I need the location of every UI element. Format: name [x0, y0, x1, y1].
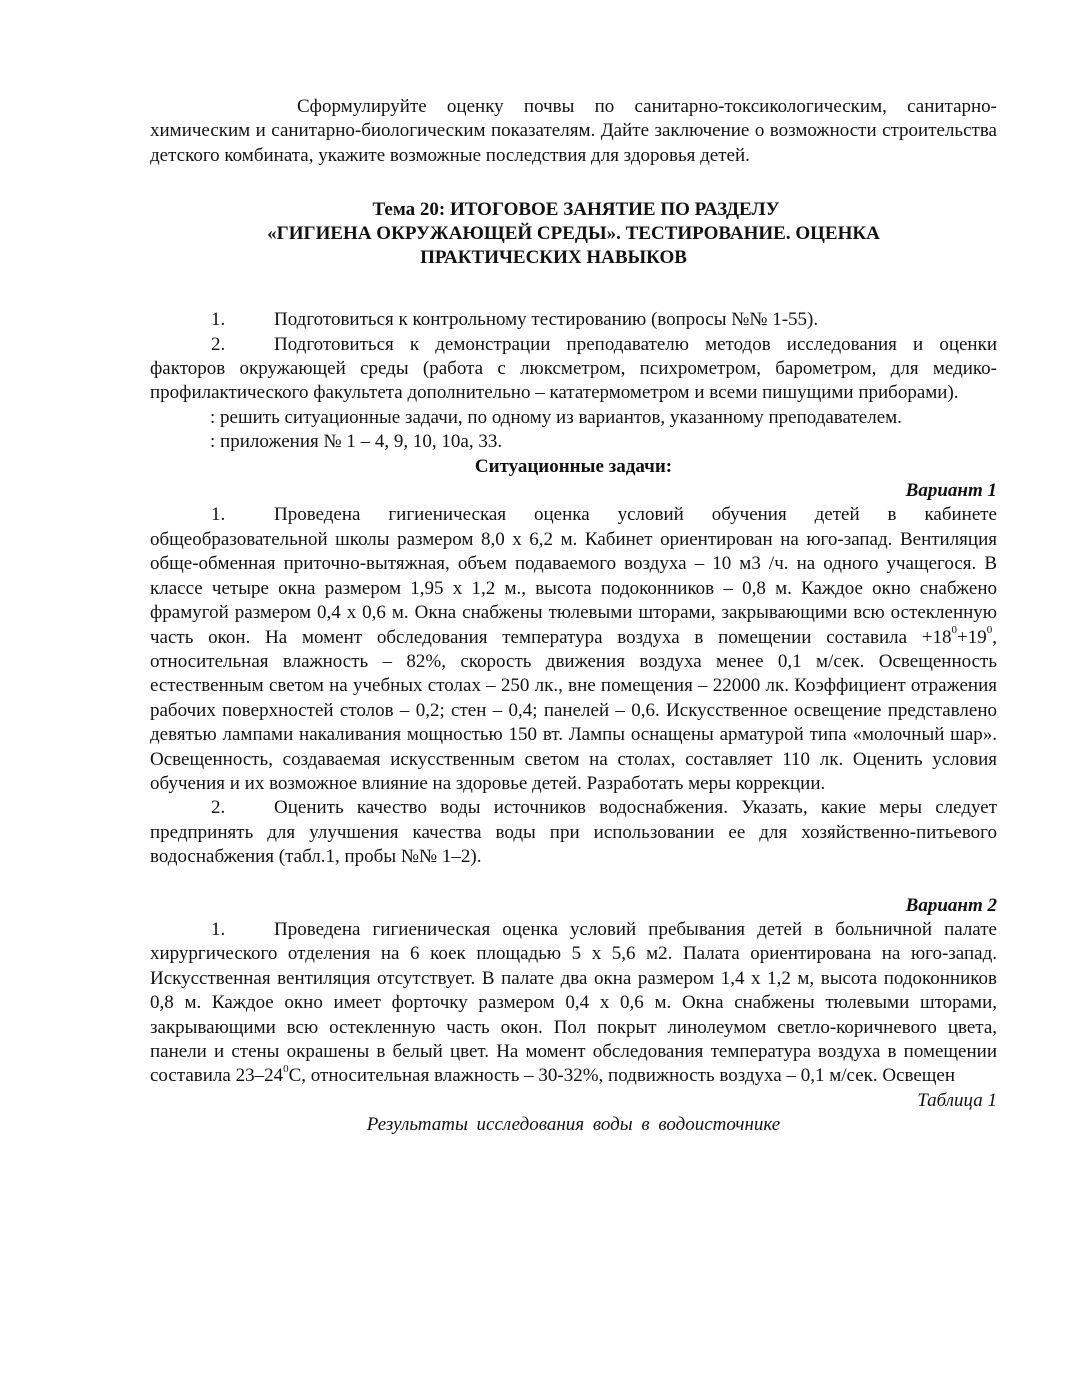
task-number: 2.: [211, 333, 226, 355]
task-text: Подготовиться к демонстрации преподавателю методов исследования и оценки факторов окружающей среды (работа с люксметром, психрометром, барометром, для медико-профилактического факультета дополнительно – кататермометром и всеми пишущими приборами).: [150, 333, 997, 404]
item-number: 2.: [211, 797, 226, 819]
item-number: 1.: [211, 504, 226, 526]
item-text-part-1: Проведена гигиеническая оценка условий пребывания детей в больничной палате хирургического отделения на 6 коек площадью 5 х 5,6 м2. Палата ориентирована на юго-запад. Искусственная вентиляция отсутствует. В палате два окна размером 1,4 х 1,2 м, высота подоконников 0,8 м. Каждое окно имеет форточку размером 0,4 х 0,6 м. Окна снабжены тюлевыми шторами, закрывающими всю остекленную часть окон. Пол покрыт линолеумом светло-коричневого цвета, панели и стены окрашены в белый цвет. На момент обследования температура воздуха в помещении составила 23–24: [150, 918, 997, 1087]
task-item-1: [150, 308, 997, 332]
variant-2-item-1: [150, 918, 997, 1089]
note-line-2: : приложения № 1 – 4, 9, 10, 10а, 33.: [210, 431, 503, 453]
degree-superscript: 0: [951, 624, 958, 637]
variant-1-label: Вариант 1: [905, 480, 997, 502]
section-title: Ситуационные задачи:: [474, 455, 673, 477]
topic-heading-line-3: ПРАКТИЧЕСКИХ НАВЫКОВ: [420, 247, 687, 269]
task-number: 1.: [211, 309, 226, 331]
variant-1-item-1: [150, 503, 997, 796]
variant-1-item-2: [150, 796, 997, 869]
item-number: 1.: [211, 918, 226, 940]
intro-paragraph: Сформулируйте оценку почвы по санитарно-токсикологическим, санитарно-химическим и санитарно-биологическим показателям. Дайте заключение о возможности строительства детского комбината, укажите возможные последствия для здоровья детей.: [150, 96, 997, 166]
item-text-part-2: +19: [957, 626, 987, 648]
item-text-part-3: , относительная влажность – 82%, скорость движения воздуха менее 0,1 м/сек. Освещенность естественным светом на учебных столах – 250 лк., вне помещения – 22000 лк. Коэффициент отражения рабочих поверхностей столов – 0,2; стен – 0,4; панелей – 0,6. Искусственное освещение представлено девятью лампами накаливания мощностью 150 вт. Лампы оснащены арматурой типа «молочный шар». Освещенность, создаваемая искусственным светом на столах, составляет 110 лк. Оценить условия обучения и их возможное влияние на здоровье детей. Разработать меры коррекции.: [150, 626, 997, 794]
table-caption: Результаты исследования воды в водоисточнике: [366, 1114, 781, 1136]
table-label: Таблица 1: [917, 1089, 997, 1111]
degree-superscript: 0: [283, 1063, 289, 1076]
task-item-2: [150, 333, 997, 406]
task-text: Подготовиться к контрольному тестированию (вопросы №№ 1-55).: [274, 309, 819, 331]
variant-2-label: Вариант 2: [905, 894, 997, 916]
note-line-1: : решить ситуационные задачи, по одному из вариантов, указанному преподавателем.: [210, 406, 902, 428]
page-content: [150, 95, 997, 1138]
topic-heading-line-2: «ГИГИЕНА ОКРУЖАЮЩЕЙ СРЕДЫ». ТЕСТИРОВАНИЕ. ОЦЕНКА: [267, 223, 880, 245]
item-text-part-2: С, относительная влажность – 30-32%, подвижность воздуха – 0,1 м/сек. Освещен: [288, 1065, 956, 1087]
topic-heading-line-1: Тема 20: ИТОГОВОЕ ЗАНЯТИЕ ПО РАЗДЕЛУ: [372, 199, 780, 221]
degree-superscript: 0: [986, 624, 993, 637]
item-text: Оценить качество воды источников водоснабжения. Указать, какие меры следует предпринять для улучшения качества воды при использовании ее для хозяйственно-питьевого водоснабжения (табл.1, пробы №№ 1–2).: [150, 797, 997, 868]
item-text-part-1: Проведена гигиеническая оценка условий обучения детей в кабинете общеобразовательной школы размером 8,0 х 6,2 м. Кабинет ориентирован на юго-запад. Вентиляция обще-обменная приточно-вытяжная, объем подаваемого воздуха – 10 м3 /ч. на одного учащегося. В классе четыре окна размером 1,95 х 1,2 м., высота подоконников – 0,8 м. Каждое окно снабжено фрамугой размером 0,4 х 0,6 м. Окна снабжены тюлевыми шторами, закрывающими всю остекленную часть окон. На момент обследования температура воздуха в помещении составила +18: [150, 504, 997, 648]
spacer: [150, 870, 997, 894]
topic-heading: [150, 198, 997, 270]
